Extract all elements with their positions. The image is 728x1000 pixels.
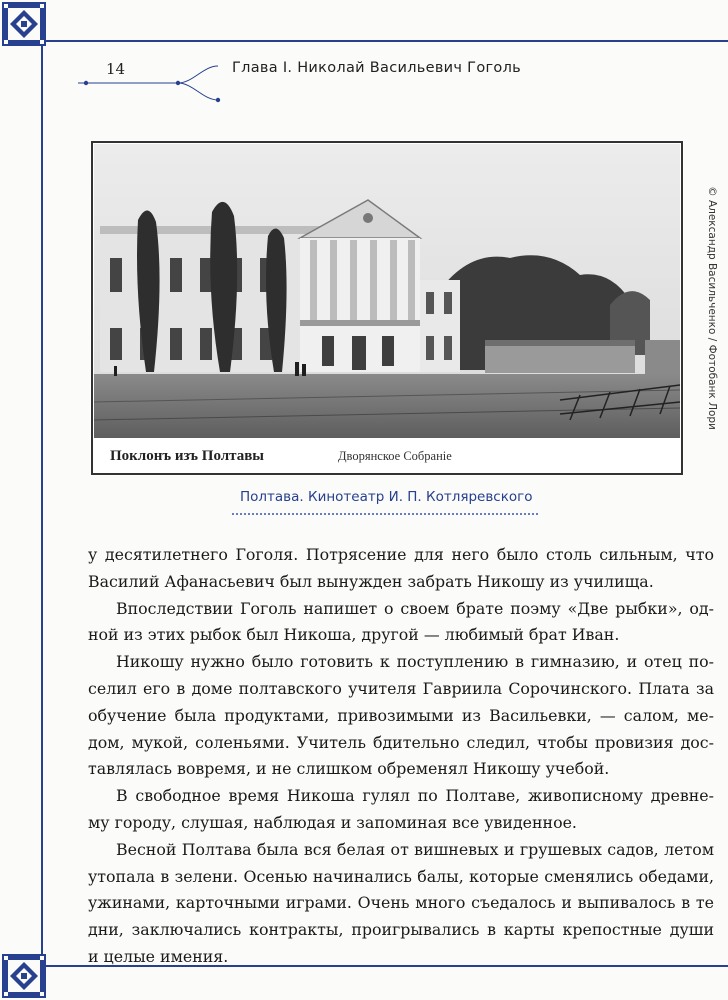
text-line: ужинами, карточными играми. Очень много съедалось и выпивалось в те [88,893,714,913]
text-line: утопала в зелени. Осенью начинались балы, которые сменялись обедами, [88,866,714,886]
text-line: Впоследствии Гоголь напишет о своем брате поэму «Две рыбки», од- [116,598,714,618]
text-line: тавлялась вовремя, и не слишком обременял Никошу учебой. [88,759,610,779]
body-text [88,542,714,971]
text-line: ной из этих рыбок был Никоша, другой — любимый брат Иван. [88,625,620,645]
text-line: Василий Афанасьевич был вынужден забрать Никошу из училища. [88,571,654,591]
page-number: 14 [106,60,126,78]
postcard-illustration [90,140,684,476]
text-line: Никошу нужно было готовить к поступлению в гимназию, и отец по- [116,652,714,672]
text-line: дни, заключались контракты, проигрывались в карты крепостные души [88,920,714,940]
postcard-title: Поклонъ изъ Полтавы [110,448,265,464]
header-ornament-icon [78,62,238,104]
running-head: Глава I. Николай Васильевич Гоголь [232,60,521,76]
page-frame-top [41,40,728,42]
caption-divider [232,513,538,515]
page-frame-left [41,40,43,965]
text-line: му городу, слушая, наблюдая и запоминая все увиденное. [88,812,577,832]
corner-ornament-bottom-icon [0,952,48,1000]
text-line: и целые имения. [88,946,229,966]
text-line: В свободное время Никоша гулял по Полтаве, живописному древне- [116,786,714,806]
text-line: Весной Полтава была вся белая от вишневых и грушевых садов, летом [116,839,714,859]
figure-caption: Полтава. Кинотеатр И. П. Котляревского [240,489,533,505]
photo-credit: © Александр Васильченко / Фотобанк Лори [706,186,718,430]
text-line: дом, мукой, соленьями. Учитель бдительно следил, чтобы провизия дос- [88,732,714,752]
postcard-subtitle: Дворянское Собраніе [338,449,452,463]
text-line: селил его в доме полтавского учителя Гавриила Сорочинского. Плата за [88,678,714,698]
corner-ornament-top-icon [0,0,48,48]
postcard-photo [90,140,684,476]
text-line: у десятилетнего Гоголя. Потрясение для него было столь сильным, что [88,545,714,564]
text-line: обучение была продуктами, привозимыми из Васильевки, — салом, ме- [88,705,714,725]
